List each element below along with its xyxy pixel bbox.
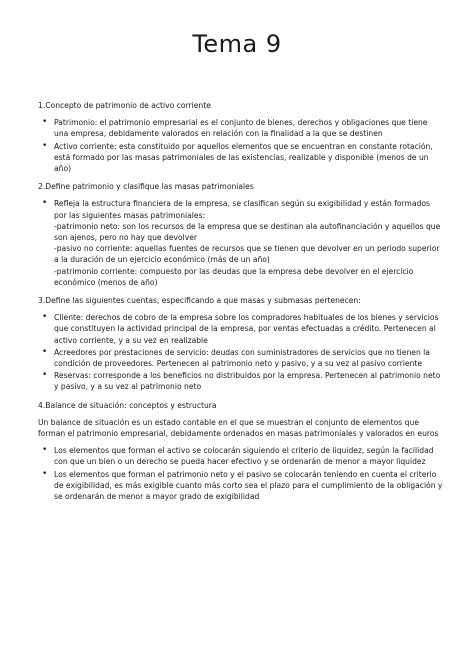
bullet-list	[38, 312, 443, 392]
bullet-list	[38, 445, 443, 502]
list-item: • Patrimonio: el patrimonio empresarial es el conjunto de bienes, derechos y obligaciones que tiene una empresa, debidamente valorados en relación con la finalidad a la que se destinen	[54, 117, 443, 139]
section-1	[38, 100, 443, 174]
section-heading: 2.Define patrimonio y clasifique las masas patrimoniales	[38, 182, 254, 192]
list-item: • Activo corriente: esta constituido por aquellos elementos que se encuentran en constante rotación, está formado por las masas patrimoniales de las existencias, realizable y disponible (menos de un año)	[54, 141, 443, 175]
section-4	[38, 400, 443, 503]
section-3	[38, 295, 443, 393]
list-item: • Acreedores por prestaciones de servicio: deudas con suministradores de servicios que no tienen la condición de proveedores. Pertenecen al patrimonio neto y pasivo, y a su vez al pasivo corriente	[54, 347, 443, 369]
section-heading: 1.Concepto de patrimonio de activo corriente	[38, 101, 211, 110]
list-item: • Cliente: derechos de cobro de la empresa sobre los compradores habituales de los bienes y servicios que constituyen la actividad principal de la empresa, por ventas efectuadas a crédito. Pertenecen al activo corriente, y a su vez en realizable	[54, 312, 443, 346]
list-item: • Los elementos que forman el patrimonio neto y el pasivo se colocarán teniendo en cuenta el criterio de exigibilidad, es más exigible cuanto más corto sea el plazo para el cumplimiento de la obligación y se ordenarán de menor a mayor grado de exigibilidad	[54, 469, 443, 503]
list-item	[54, 198, 443, 288]
list-item-line: -patrimonio corriente: compuesto por las deudas que la empresa debe devolver en el ejercicio económico (menos de año)	[54, 266, 414, 287]
bullet-list	[38, 198, 443, 288]
list-item-line: -patrimonio neto: son los recursos de la empresa que se destinan ala autofinanciación y aquellos que son ajenos, pero no hay que devolver	[54, 221, 441, 243]
section-heading: 4.Balance de situación: conceptos y estructura	[38, 400, 217, 410]
bullet-list	[38, 117, 443, 174]
section-heading: 3.Define las siguientes cuentas, especificando a que masas y submasas pertenecen:	[38, 296, 361, 306]
paragraph: Un balance de situación es un estado contable en el que se muestran el conjunto de elementos que forman el patrimonio empresarial, debidamente ordenados en masas patrimoniales y valorados en euros	[38, 417, 439, 439]
section-2	[38, 181, 443, 288]
document-content	[38, 100, 443, 509]
list-item: • Reservas: corresponde a los beneficios no distribuidos por la empresa. Pertenecen al patrimonio neto y pasivo, y a su vez al patrimonio neto	[54, 370, 443, 392]
list-item: • Los elementos que forman el activo se colocarán siguiendo el criterio de liquidez, según la facilidad con que un bien o un derecho se pueda hacer efectivo y se ordenarán de menor a mayor liquidez	[54, 445, 443, 467]
page-title: Tema 9	[192, 30, 282, 58]
list-item-line: • Refleja la estructura financiera de la empresa, se clasifican según su exigibilidad y están formados por las siguientes masas patrimoniales:	[54, 199, 431, 220]
list-item-line: -pasivo no corriente: aquellas fuentes de recursos que se tienen que devolver en un periodo superior a la duración de un ejercicio económico (más de un año)	[54, 244, 440, 265]
